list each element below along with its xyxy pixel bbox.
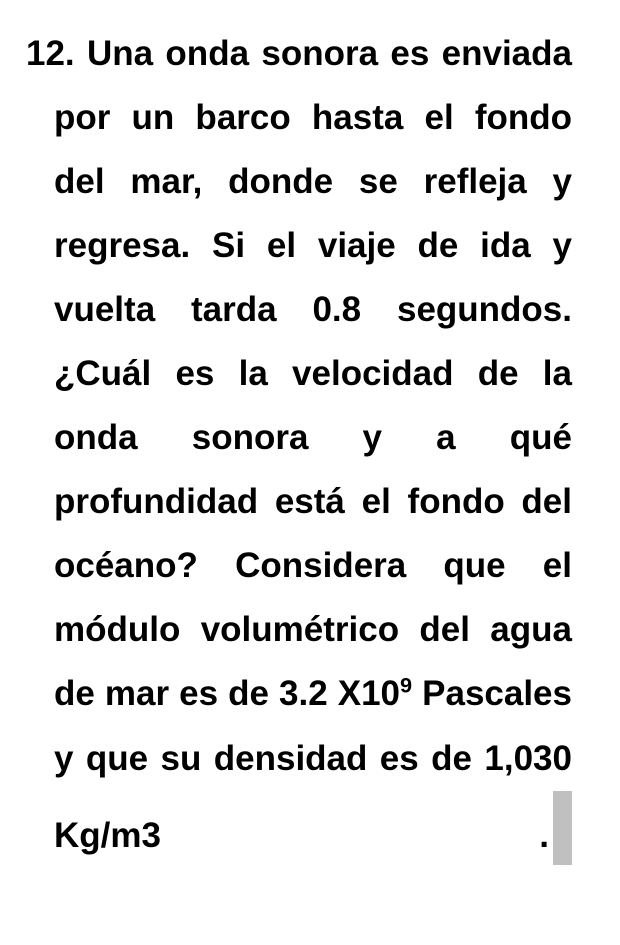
- question-text-part-1: Una onda sonora es enviada por un barco hasta el fondo del mar, donde se refleja y regresa. Si el viaje de ida y vuelta tarda 0.8 segundos. ¿Cuál es la velocidad de la onda sonora y a qué profundidad está el fondo del océano? Considera que el módulo volumétrico del agua de mar es de 3.2 X10: [54, 34, 572, 714]
- question-number: 12.: [26, 34, 75, 73]
- question-paragraph: [26, 22, 572, 932]
- question-text-part-2: Pascales y que su densidad es de 1,030 Kg/m3 .: [54, 674, 572, 855]
- exponent-superscript: 9: [400, 672, 413, 698]
- text-cursor[interactable]: [553, 791, 572, 865]
